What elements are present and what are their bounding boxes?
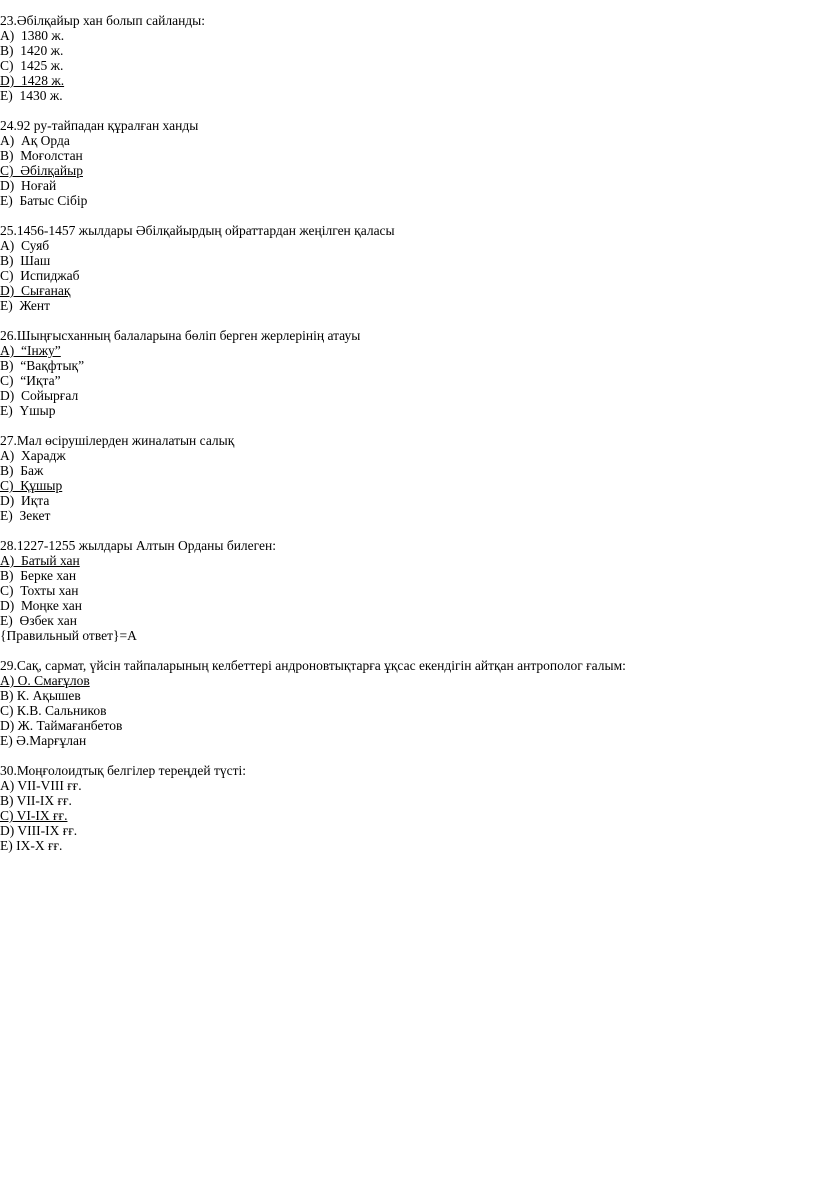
answer-text: B) “Вақфтық”	[0, 358, 85, 373]
answer-option	[0, 718, 816, 733]
question-title: 29.Сақ, сармат, үйсін тайпаларының келбеттері андроновтықтарға ұқсас екендігін айтқан антрополог ғалым:	[0, 658, 626, 673]
quiz-document	[0, 13, 816, 868]
answer-text: A) VII-VIII ғғ.	[0, 778, 82, 793]
answer-option	[0, 358, 816, 373]
answer-text: E) Жент	[0, 298, 51, 313]
correct-answer-text: A) О. Смағұлов	[0, 673, 90, 688]
answer-option	[0, 163, 816, 178]
answer-option	[0, 178, 816, 193]
answer-text: E) Өзбек хан	[0, 613, 77, 628]
answer-option	[0, 403, 816, 418]
question-title: 25.1456-1457 жылдары Әбілқайырдың ойраттардан жеңілген қаласы	[0, 223, 395, 238]
answer-option	[0, 283, 816, 298]
answer-option	[0, 298, 816, 313]
answer-text: B) К. Ақышев	[0, 688, 81, 703]
answer-text: {Правильный ответ}=A	[0, 628, 137, 643]
answer-text: C) Тохты хан	[0, 583, 79, 598]
answer-option	[0, 733, 816, 748]
answer-option	[0, 373, 816, 388]
answer-text: B) Баж	[0, 463, 44, 478]
answer-text: A) Харадж	[0, 448, 66, 463]
answer-text: B) Берке хан	[0, 568, 77, 583]
answer-text: E) 1430 ж.	[0, 88, 63, 103]
answer-option	[0, 688, 816, 703]
question-block	[0, 118, 816, 208]
answer-option	[0, 58, 816, 73]
correct-answer-text: C) VI-IX ғғ.	[0, 808, 68, 823]
answer-option	[0, 808, 816, 823]
answer-text: A) 1380 ж.	[0, 28, 65, 43]
question-title: 26.Шыңғысханның балаларына бөліп берген жерлерінің атауы	[0, 328, 361, 343]
question-block	[0, 658, 816, 748]
answer-option	[0, 28, 816, 43]
correct-answer-text: D) Сығанақ	[0, 283, 71, 298]
answer-text: E) Үшыр	[0, 403, 56, 418]
answer-option	[0, 823, 816, 838]
answer-text: D) Ноғай	[0, 178, 57, 193]
answer-text: B) 1420 ж.	[0, 43, 64, 58]
answer-option	[0, 628, 816, 643]
answer-option	[0, 793, 816, 808]
answer-option	[0, 193, 816, 208]
answer-option	[0, 778, 816, 793]
answer-option	[0, 583, 816, 598]
answer-option	[0, 253, 816, 268]
answer-option	[0, 673, 816, 688]
question-title: 23.Әбілқайыр хан болып сайланды:	[0, 13, 205, 28]
answer-text: C) К.В. Сальников	[0, 703, 107, 718]
question-block	[0, 433, 816, 523]
answer-option	[0, 553, 816, 568]
question-block	[0, 538, 816, 643]
question-block	[0, 223, 816, 313]
answer-text: B) Шаш	[0, 253, 51, 268]
correct-answer-text: A) “Інжу”	[0, 343, 61, 358]
answer-option	[0, 703, 816, 718]
answer-option	[0, 478, 816, 493]
correct-answer-text: D) 1428 ж.	[0, 73, 65, 88]
answer-option	[0, 568, 816, 583]
answer-text: D) Иқта	[0, 493, 50, 508]
correct-answer-text: A) Батый хан	[0, 553, 80, 568]
answer-option	[0, 508, 816, 523]
answer-option	[0, 133, 816, 148]
answer-text: E) Зекет	[0, 508, 51, 523]
question-title: 27.Мал өсірушілерден жиналатын салық	[0, 433, 235, 448]
answer-option	[0, 463, 816, 478]
question-block	[0, 763, 816, 853]
answer-text: C) 1425 ж.	[0, 58, 64, 73]
answer-option	[0, 838, 816, 853]
answer-text: D) Ж. Таймағанбетов	[0, 718, 123, 733]
answer-option	[0, 148, 816, 163]
answer-text: E) IX-X ғғ.	[0, 838, 63, 853]
answer-text: A) Ақ Орда	[0, 133, 70, 148]
answer-option	[0, 43, 816, 58]
question-title: 24.92 ру-тайпадан құралған ханды	[0, 118, 199, 133]
answer-option	[0, 73, 816, 88]
question-title: 28.1227-1255 жылдары Алтын Орданы билеген:	[0, 538, 276, 553]
answer-text: B) VII-IX ғғ.	[0, 793, 72, 808]
question-title: 30.Моңғолоидтық белгілер тереңдей түсті:	[0, 763, 247, 778]
answer-text: A) Суяб	[0, 238, 50, 253]
answer-option	[0, 343, 816, 358]
correct-answer-text: C) Құшыр	[0, 478, 63, 493]
answer-option	[0, 598, 816, 613]
correct-answer-text: C) Әбілқайыр	[0, 163, 83, 178]
answer-text: D) Моңке хан	[0, 598, 83, 613]
answer-option	[0, 238, 816, 253]
answer-option	[0, 388, 816, 403]
answer-option	[0, 88, 816, 103]
answer-text: E) Батыс Сібір	[0, 193, 88, 208]
answer-text: D) VIII-IX ғғ.	[0, 823, 78, 838]
answer-option	[0, 613, 816, 628]
answer-option	[0, 448, 816, 463]
answer-text: C) Испиджаб	[0, 268, 80, 283]
question-block	[0, 13, 816, 103]
answer-text: D) Сойырғал	[0, 388, 79, 403]
answer-option	[0, 268, 816, 283]
question-block	[0, 328, 816, 418]
answer-text: E) Ә.Марғұлан	[0, 733, 87, 748]
answer-option	[0, 493, 816, 508]
answer-text: C) “Иқта”	[0, 373, 61, 388]
answer-text: B) Моғолстан	[0, 148, 83, 163]
